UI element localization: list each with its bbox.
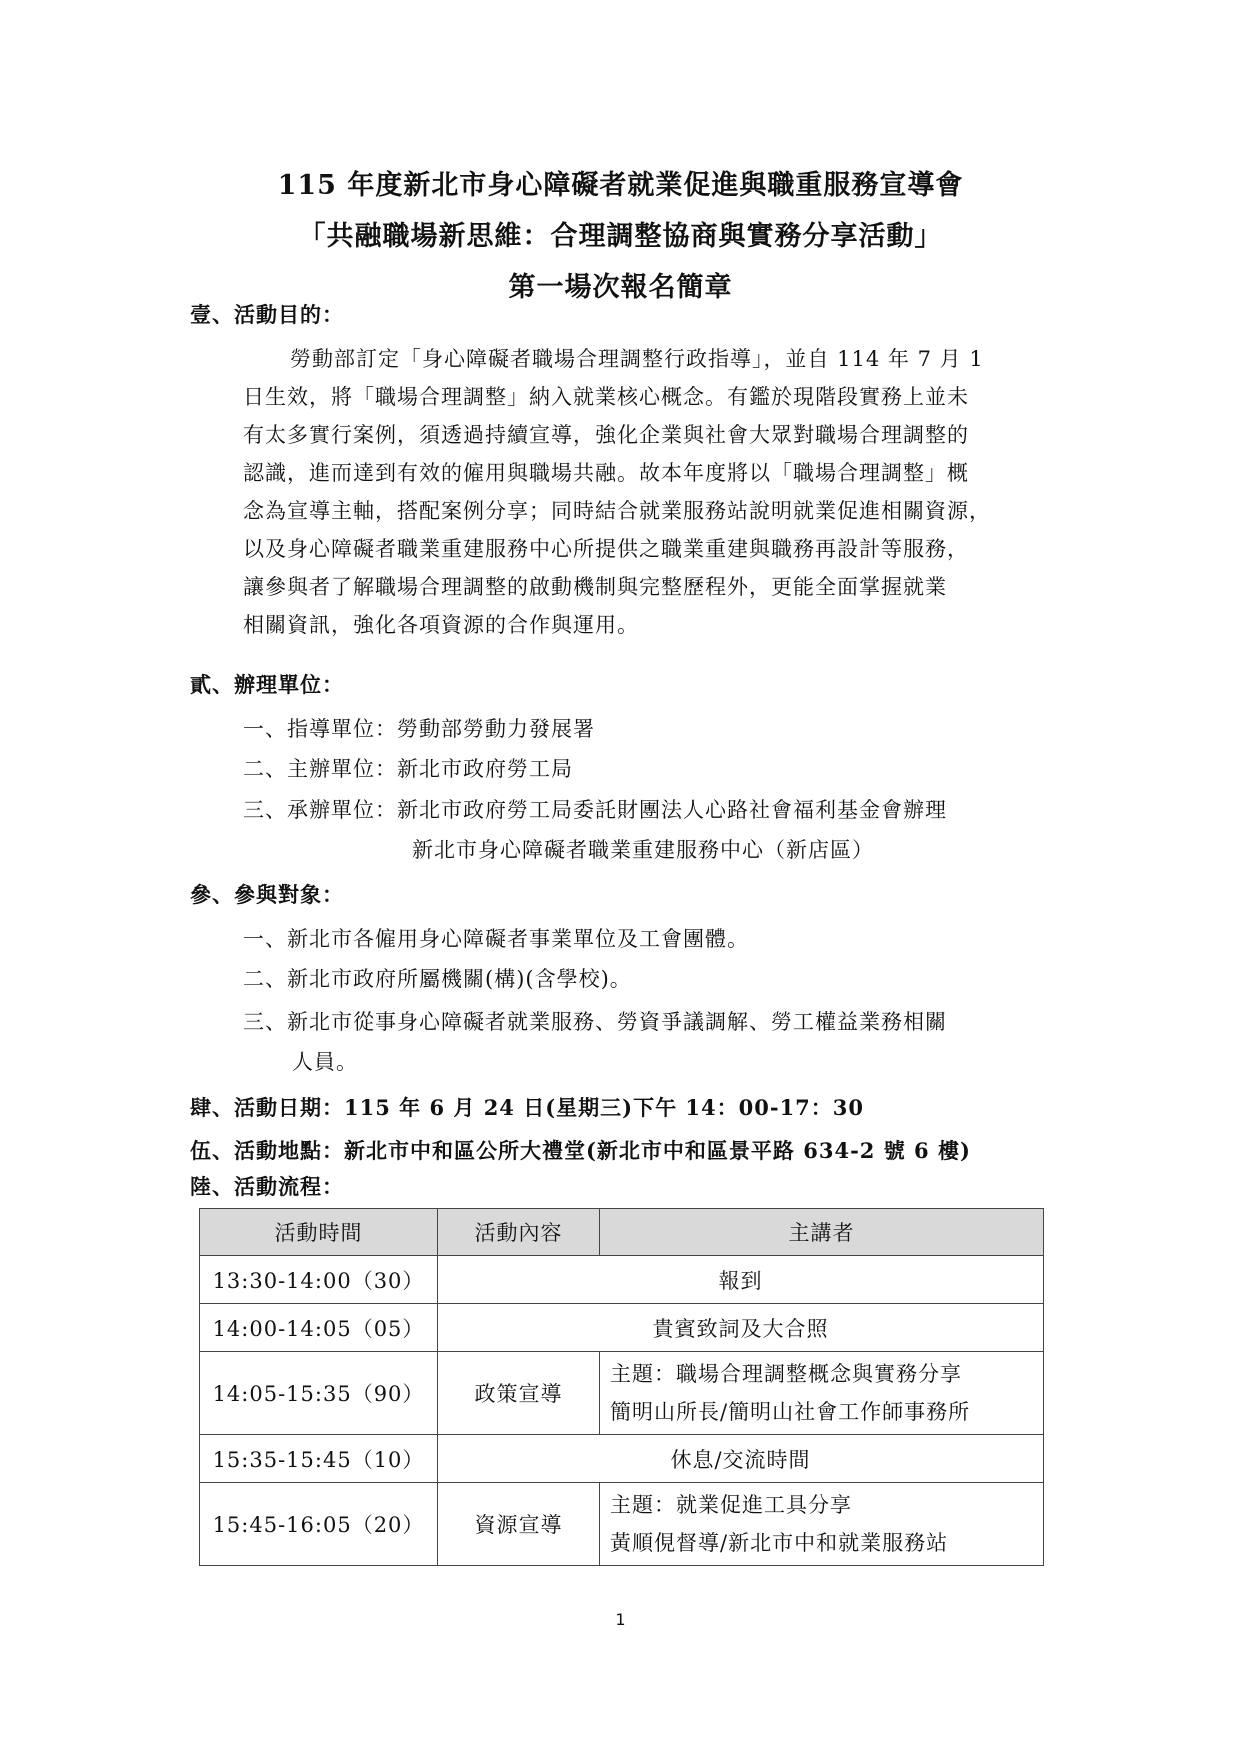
participant-item-continuation: 人員。: [292, 1050, 358, 1074]
section-heading-organizers: 貳、辦理單位：: [190, 672, 344, 697]
purpose-paragraph-line: 相關資訊，強化各項資源的合作與運用。: [243, 613, 639, 637]
organizer-item: 一、指導單位：勞動部勞動力發展署: [243, 717, 595, 741]
cell-merged: 貴賓致詞及大合照: [438, 1304, 1044, 1352]
schedule-table: [199, 1208, 1044, 1566]
purpose-paragraph-line: 勞動部訂定「身心障礙者職場合理調整行政指導」，並自 114 年 7 月 1: [290, 347, 984, 371]
section-heading-schedule: 陸、活動流程：: [190, 1174, 344, 1199]
cell-speaker: [600, 1483, 1044, 1566]
cell-time: 13:30-14:00（30）: [200, 1256, 438, 1304]
cell-merged: 休息/交流時間: [438, 1435, 1044, 1483]
purpose-paragraph-line: 以及身心障礙者職業重建服務中心所提供之職業重建與職務再設計等服務，: [243, 537, 969, 561]
speaker-name: 簡明山所長/簡明山社會工作師事務所: [610, 1400, 971, 1424]
participant-item: 二、新北市政府所屬機關(構)(含學校)。: [243, 967, 632, 991]
cell-time: 14:00-14:05（05）: [200, 1304, 438, 1352]
speaker-name: 黃順俔督導/新北市中和就業服務站: [610, 1531, 949, 1555]
cell-content: 政策宣導: [438, 1352, 600, 1435]
cell-time: 15:35-15:45（10）: [200, 1435, 438, 1483]
event-date: 肆、活動日期：115 年 6 月 24 日(星期三)下午 14：00-17：30: [190, 1095, 865, 1120]
table-row: [200, 1256, 1044, 1304]
purpose-paragraph-line: 念為宣導主軸，搭配案例分享；同時結合就業服務站說明就業促進相關資源，: [243, 499, 991, 523]
organizer-item-continuation: 新北市身心障礙者職業重建服務中心（新店區）: [412, 838, 874, 862]
cell-time: 14:05-15:35（90）: [200, 1352, 438, 1435]
participant-item: 一、新北市各僱用身心障礙者事業單位及工會團體。: [243, 927, 749, 951]
cell-time: 15:45-16:05（20）: [200, 1483, 438, 1566]
purpose-paragraph-line: 認識，進而達到有效的僱用與職場共融。故本年度將以「職場合理調整」概: [243, 461, 969, 485]
section-heading-purpose: 壹、活動目的：: [190, 302, 344, 327]
table-row: [200, 1352, 1044, 1435]
page-number: 1: [615, 1610, 626, 1629]
document-subtitle: 「共融職場新思維：合理調整協商與實務分享活動」: [298, 221, 943, 252]
participant-item: 三、新北市從事身心障礙者就業服務、勞資爭議調解、勞工權益業務相關: [243, 1010, 947, 1034]
table-header-row: [200, 1209, 1044, 1256]
document-title: 115 年度新北市身心障礙者就業促進與職重服務宣導會: [277, 170, 964, 201]
document-title-block: [0, 160, 1241, 313]
speaker-topic: 主題：就業促進工具分享: [610, 1493, 852, 1517]
header-content: 活動內容: [438, 1209, 600, 1256]
event-location: 伍、活動地點：新北市中和區公所大禮堂(新北市中和區景平路 634-2 號 6 樓): [190, 1138, 971, 1163]
organizer-item: 二、主辦單位：新北市政府勞工局: [243, 757, 573, 781]
section-heading-participants: 參、參與對象：: [190, 882, 344, 907]
cell-speaker: [600, 1352, 1044, 1435]
cell-content: 資源宣導: [438, 1483, 600, 1566]
table-row: [200, 1435, 1044, 1483]
table-row: [200, 1483, 1044, 1566]
document-session-title: 第一場次報名簡章: [508, 272, 733, 303]
table-row: [200, 1304, 1044, 1352]
header-time: 活動時間: [200, 1209, 438, 1256]
purpose-paragraph-line: 日生效，將「職場合理調整」納入就業核心概念。有鑑於現階段實務上並未: [243, 385, 969, 409]
purpose-paragraph-line: 有太多實行案例，須透過持續宣導，強化企業與社會大眾對職場合理調整的: [243, 423, 969, 447]
purpose-paragraph-line: 讓參與者了解職場合理調整的啟動機制與完整歷程外，更能全面掌握就業: [243, 575, 947, 599]
organizer-item: 三、承辦單位：新北市政府勞工局委託財團法人心路社會福利基金會辦理: [243, 798, 947, 822]
cell-merged: 報到: [438, 1256, 1044, 1304]
header-speaker: 主講者: [600, 1209, 1044, 1256]
speaker-topic: 主題：職場合理調整概念與實務分享: [610, 1362, 962, 1386]
